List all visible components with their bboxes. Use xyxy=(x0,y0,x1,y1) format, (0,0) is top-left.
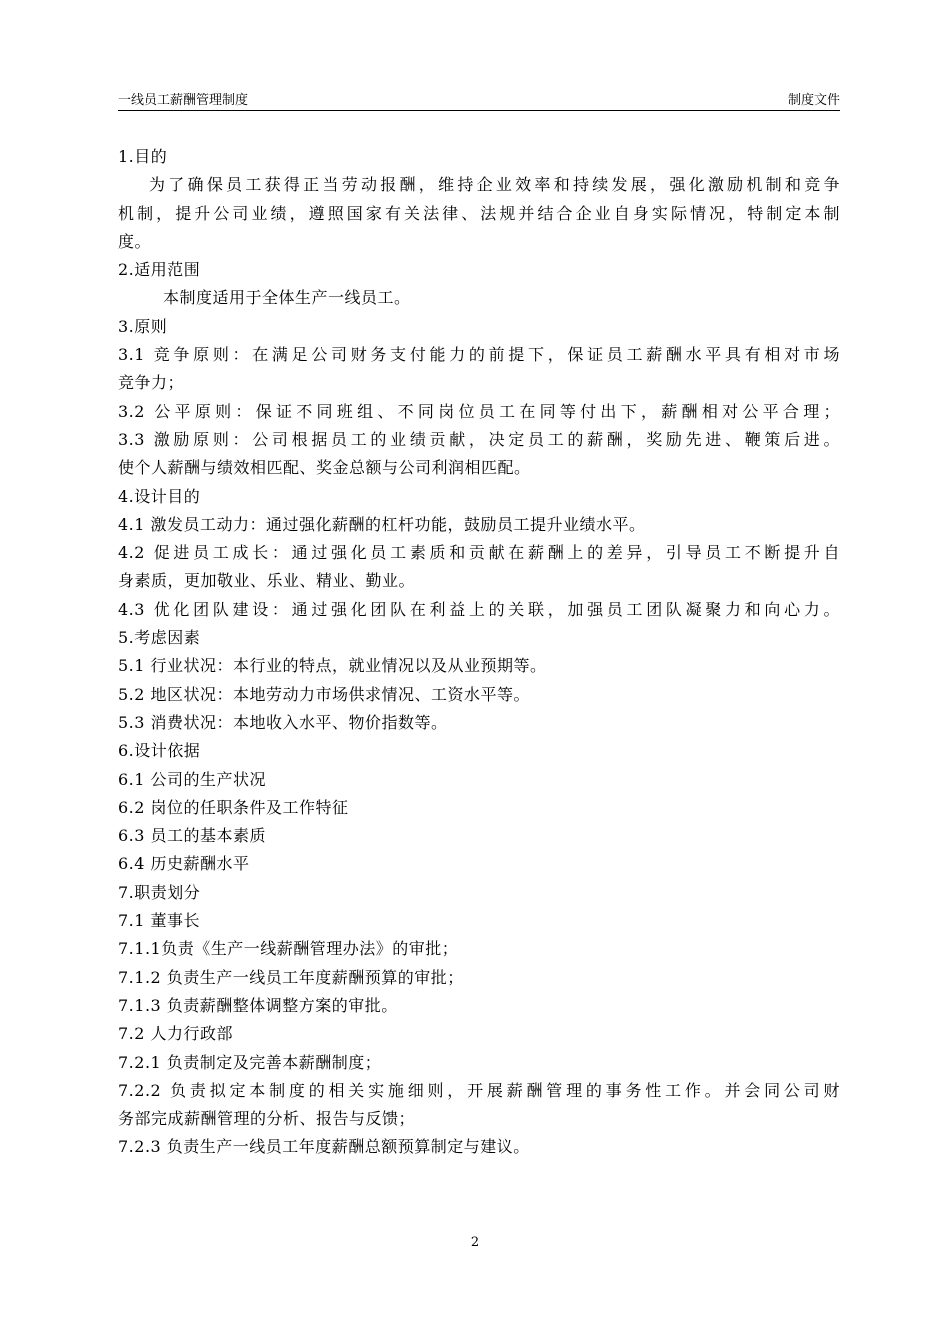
text-line: 6.设计依据 xyxy=(118,741,201,761)
text-line: 身素质，更加敬业、乐业、精业、勤业。 xyxy=(118,571,416,591)
text-line: 6.4 历史薪酬水平 xyxy=(118,854,250,874)
text-line: 6.2 岗位的任职条件及工作特征 xyxy=(118,797,349,817)
text-line: 为了确保员工获得正当劳动报酬，维持企业效率和持续发展，强化激励机制和竞争 xyxy=(149,175,840,195)
text-line: 机制，提升公司业绩，遵照国家有关法律、法规并结合企业自身实际情况，特制定本制 xyxy=(118,203,840,223)
text-line: 7.1.2 负责生产一线员工年度薪酬预算的审批； xyxy=(118,967,464,987)
text-line: 竞争力； xyxy=(118,373,185,393)
header-document-title: 一线员工薪酬管理制度 xyxy=(118,93,249,108)
document-body xyxy=(118,143,840,1162)
text-line: 7.职责划分 xyxy=(118,882,201,902)
text-line: 4.3 优化团队建设：通过强化团队在利益上的关联，加强员工团队凝聚力和向心力。 xyxy=(118,599,840,619)
text-line: 本制度适用于全体生产一线员工。 xyxy=(163,288,411,308)
text-line: 7.1.1负责《生产一线薪酬管理办法》的审批； xyxy=(118,939,459,959)
text-line: 3.1 竞争原则：在满足公司财务支付能力的前提下，保证员工薪酬水平具有相对市场 xyxy=(118,345,840,365)
text-line: 5.考虑因素 xyxy=(118,628,201,648)
text-line: 3.3 激励原则：公司根据员工的业绩贡献，决定员工的薪酬，奖励先进、鞭策后进。 xyxy=(118,429,840,449)
text-line: 4.2 促进员工成长：通过强化员工素质和贡献在薪酬上的差异，引导员工不断提升自 xyxy=(118,543,840,563)
text-line: 3.原则 xyxy=(118,316,168,336)
text-line: 使个人薪酬与绩效相匹配、奖金总额与公司利润相匹配。 xyxy=(118,458,531,478)
text-line: 7.1 董事长 xyxy=(118,911,201,931)
text-line: 务部完成薪酬管理的分析、报告与反馈； xyxy=(118,1109,416,1129)
text-line: 7.2 人力行政部 xyxy=(118,1024,234,1044)
text-line: 6.1 公司的生产状况 xyxy=(118,769,267,789)
text-line: 6.3 员工的基本素质 xyxy=(118,826,267,846)
text-line: 7.2.2 负责拟定本制度的相关实施细则，开展薪酬管理的事务性工作。并会同公司财 xyxy=(118,1080,840,1100)
text-line: 4.1 激发员工动力：通过强化薪酬的杠杆功能，鼓励员工提升业绩水平。 xyxy=(118,514,646,534)
text-line: 5.2 地区状况：本地劳动力市场供求情况、工资水平等。 xyxy=(118,684,531,704)
text-line: 5.1 行业状况：本行业的特点，就业情况以及从业预期等。 xyxy=(118,656,547,676)
text-line: 2.适用范围 xyxy=(118,260,201,280)
text-line: 7.2.1 负责制定及完善本薪酬制度； xyxy=(118,1052,382,1072)
page-number: 2 xyxy=(470,1235,480,1250)
text-line: 7.1.3 负责薪酬整体调整方案的审批。 xyxy=(118,995,398,1015)
text-line: 3.2 公平原则：保证不同班组、不同岗位员工在同等付出下，薪酬相对公平合理； xyxy=(118,401,840,421)
header-document-type: 制度文件 xyxy=(787,93,840,108)
text-line: 度。 xyxy=(118,231,152,251)
text-line: 4.设计目的 xyxy=(118,486,201,506)
page-header xyxy=(118,92,840,111)
text-line: 7.2.3 负责生产一线员工年度薪酬总额预算制定与建议。 xyxy=(118,1137,530,1157)
text-line: 1.目的 xyxy=(118,147,168,166)
text-line: 5.3 消费状况：本地收入水平、物价指数等。 xyxy=(118,712,448,732)
